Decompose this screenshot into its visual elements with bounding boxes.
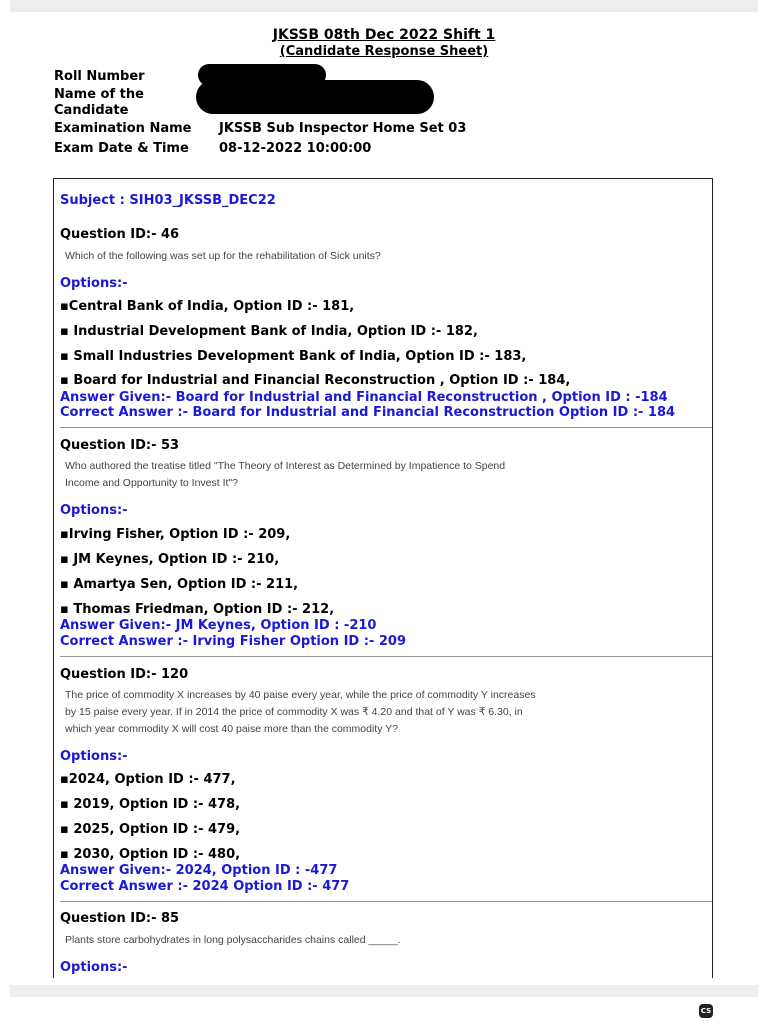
question-id: Question ID:- 85 bbox=[60, 911, 180, 926]
bottom-margin-strip bbox=[10, 985, 758, 997]
option-item: ▪ 2025, Option ID :- 479, bbox=[60, 822, 241, 837]
question-text: Who authored the treatise titled "The Theory of Interest as Determined by Impatience to Spend Income and Opportunity to Invest It"? bbox=[65, 460, 506, 489]
sheet-subtitle: (Candidate Response Sheet) bbox=[279, 44, 489, 59]
roll-number-label: Roll Number bbox=[54, 69, 145, 84]
options-label: Options:- bbox=[60, 749, 128, 764]
exam-name-value: JKSSB Sub Inspector Home Set 03 bbox=[219, 121, 467, 136]
option-item: ▪2024, Option ID :- 477, bbox=[60, 772, 236, 787]
question-id: Question ID:- 53 bbox=[60, 438, 180, 453]
option-item: ▪ 2030, Option ID :- 480, bbox=[60, 847, 241, 862]
camscanner-badge-icon: CS bbox=[699, 1004, 713, 1018]
correct-answer: Correct Answer :- 2024 Option ID :- 477 bbox=[60, 879, 350, 894]
option-item: ▪ Small Industries Development Bank of India, Option ID :- 183, bbox=[60, 349, 527, 364]
option-item: ▪ Board for Industrial and Financial Reconstruction , Option ID :- 184, bbox=[60, 373, 571, 388]
options-label: Options:- bbox=[60, 503, 128, 518]
subject-heading: Subject : SIH03_JKSSB_DEC22 bbox=[60, 193, 276, 208]
response-sheet bbox=[53, 178, 713, 978]
option-item: ▪ 2019, Option ID :- 478, bbox=[60, 797, 241, 812]
question-separator bbox=[60, 656, 712, 657]
question-text: The price of commodity X increases by 40 paise every year, while the price of commodity Y increases by 15 paise every year. If in 2014 the price of commodity X was ₹ 4.20 and that of Y was ₹ 6.30, in which year commodity X will cost 40 paise more than the commodity Y? bbox=[65, 689, 536, 735]
question-separator bbox=[60, 427, 712, 428]
exam-date-value: 08-12-2022 10:00:00 bbox=[219, 141, 372, 156]
exam-name-label: Examination Name bbox=[54, 121, 192, 136]
answer-given: Answer Given:- 2024, Option ID : -477 bbox=[60, 863, 338, 878]
option-item: ▪Irving Fisher, Option ID :- 209, bbox=[60, 527, 291, 542]
question-text: Plants store carbohydrates in long polysaccharides chains called _____. bbox=[65, 934, 401, 946]
option-item: ▪Central Bank of India, Option ID :- 181, bbox=[60, 299, 355, 314]
sheet-title: JKSSB 08th Dec 2022 Shift 1 bbox=[272, 27, 496, 43]
question-text: Which of the following was set up for the rehabilitation of Sick units? bbox=[65, 250, 381, 262]
options-label: Options:- bbox=[60, 960, 128, 975]
exam-date-label: Exam Date & Time bbox=[54, 141, 189, 156]
candidate-name-label: Name of the Candidate bbox=[54, 87, 144, 118]
option-item: ▪ Industrial Development Bank of India, Option ID :- 182, bbox=[60, 324, 478, 339]
question-separator bbox=[60, 901, 712, 902]
answer-given: Answer Given:- Board for Industrial and Financial Reconstruction , Option ID : -184 bbox=[60, 390, 668, 405]
answer-given: Answer Given:- JM Keynes, Option ID : -210 bbox=[60, 618, 377, 633]
option-item: ▪ Thomas Friedman, Option ID :- 212, bbox=[60, 602, 335, 617]
correct-answer: Correct Answer :- Irving Fisher Option ID :- 209 bbox=[60, 634, 406, 649]
option-item: ▪ JM Keynes, Option ID :- 210, bbox=[60, 552, 280, 567]
redacted-candidate-name bbox=[196, 80, 434, 114]
option-item: ▪ Amartya Sen, Option ID :- 211, bbox=[60, 577, 299, 592]
correct-answer: Correct Answer :- Board for Industrial and Financial Reconstruction Option ID :- 184 bbox=[60, 405, 676, 420]
options-label: Options:- bbox=[60, 276, 128, 291]
question-id: Question ID:- 120 bbox=[60, 667, 189, 682]
top-margin-strip bbox=[10, 0, 758, 12]
question-id: Question ID:- 46 bbox=[60, 227, 180, 242]
